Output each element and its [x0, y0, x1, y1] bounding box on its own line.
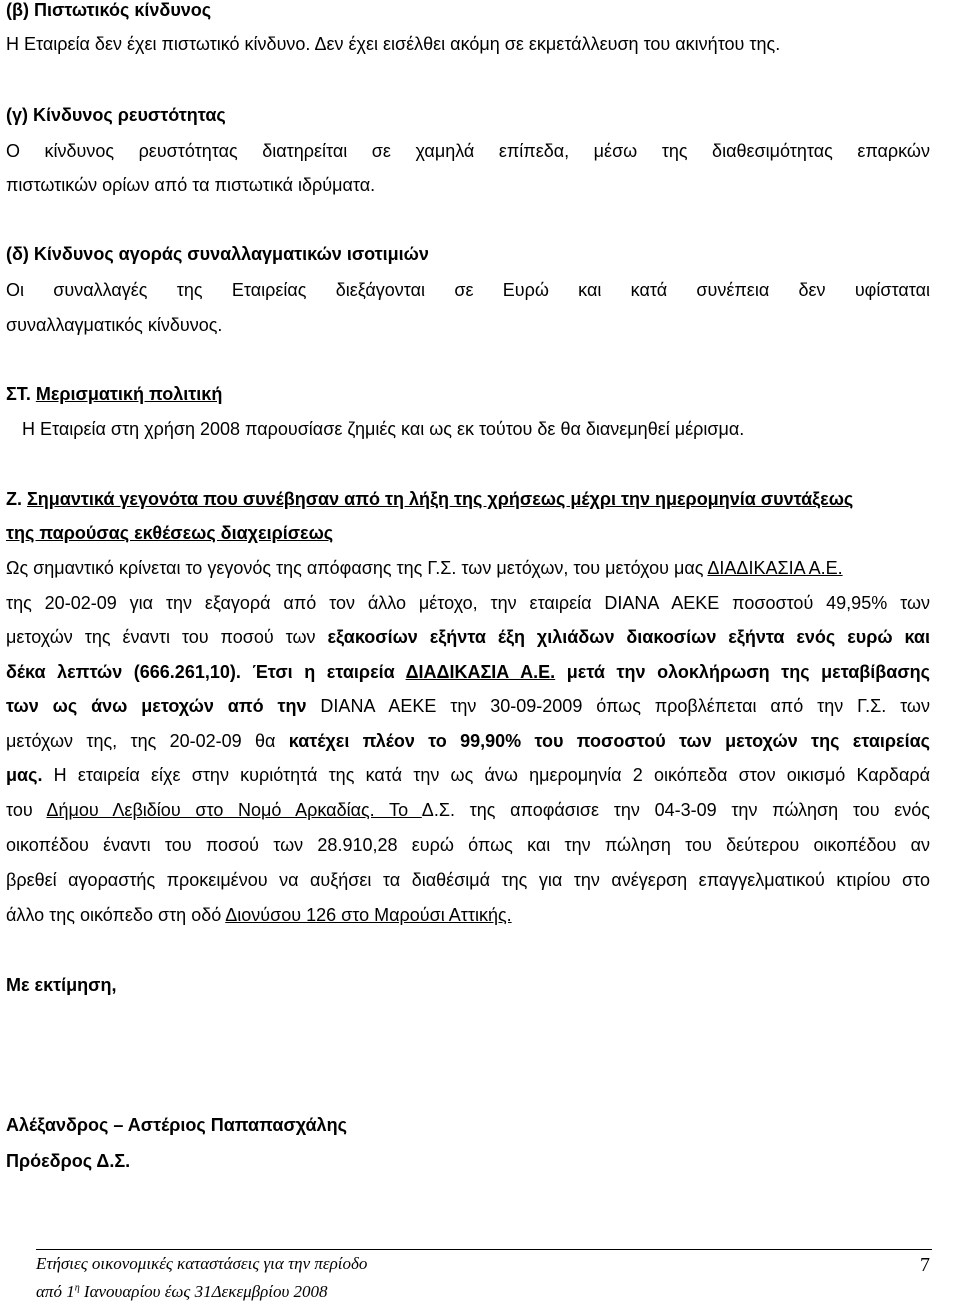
section-z-p7 [6, 763, 930, 787]
section-z-heading-line2: της παρούσας εκθέσεως διαχειρίσεως [6, 523, 334, 543]
text-span: Ως σημαντικό κρίνεται το γεγονός της απόφασης της Γ.Σ. των μετόχων, του μετόχου μας [6, 558, 708, 578]
text-span: μετόχων της, της 20-02-09 θα [6, 731, 289, 751]
section-b-heading: (β) Πιστωτικός κίνδυνος [6, 0, 212, 20]
section-d-heading: (δ) Κίνδυνος αγοράς συναλλαγματικών ισοτιμιών [6, 244, 429, 264]
section-z-p2: της 20-02-09 για την εξαγορά από τον άλλο μέτοχο, την εταιρεία DIANA ΑΕΚΕ ποσοστού 49,95% των [6, 593, 930, 613]
text-span: από 1 [36, 1282, 75, 1301]
section-z-p6 [6, 729, 930, 753]
company-name: ΔΙΑΔΙΚΑΣΙΑ Α.Ε. [707, 558, 843, 578]
bold-span: εξακοσίων εξήντα έξη χιλιάδων διακοσίων εξήντα ενός ευρώ και [327, 627, 930, 647]
section-z-p3 [6, 625, 930, 649]
text-span: του [6, 800, 47, 820]
section-d-line1: Οι συναλλαγές της Εταιρείας διεξάγονται σε Ευρώ και κατά συνέπεια δεν υφίσταται [6, 280, 930, 300]
underlined-span: Δήμου Λεβιδίου στο Νομό Αρκαδίας. Το [46, 800, 422, 820]
text-span: άλλο της οικόπεδο στη οδό [6, 905, 226, 925]
section-b-text: Η Εταιρεία δεν έχει πιστωτικό κίνδυνο. Δεν έχει εισέλθει ακόμη σε εκμετάλλευση του ακινήτου της. [6, 34, 781, 54]
bold-span: δέκα λεπτών (666.261,10). Έτσι η εταιρεία [6, 662, 406, 682]
signatory-title: Πρόεδρος Δ.Σ. [6, 1151, 131, 1171]
section-c-line1: Ο κίνδυνος ρευστότητας διατηρείται σε χαμηλά επίπεδα, μέσω της διαθεσιμότητας επαρκών [6, 141, 930, 161]
section-z-p9: οικοπέδου έναντι του ποσού των 28.910,28 ευρώ όπως και την πώληση του δεύτερου οικοπέδου αν [6, 835, 930, 855]
bold-span: μας. [6, 765, 43, 785]
company-name: ΔΙΑΔΙΚΑΣΙΑ Α.Ε. [405, 662, 556, 682]
page-number: 7 [920, 1254, 930, 1276]
text-span: DIANA ΑΕΚΕ την 30-09-2009 όπως προβλέπεται από την Γ.Σ. των [306, 696, 930, 716]
section-z-p4 [6, 660, 930, 684]
bold-span: κατέχει πλέον το 99,90% του ποσοστού των μετοχών της εταιρείας [288, 731, 930, 751]
section-z-p1 [6, 556, 930, 580]
footer-line2 [36, 1282, 936, 1302]
section-d-line2: συναλλαγματικός κίνδυνος. [6, 315, 223, 335]
signatory-name: Αλέξανδρος – Αστέριος Παπαπασχάλης [6, 1115, 347, 1135]
section-st-text: Η Εταιρεία στη χρήση 2008 παρουσίασε ζημιές και ως εκ τούτου δε θα διανεμηθεί μέρισμα. [22, 419, 745, 439]
footer-line1: Ετήσιες οικονομικές καταστάσεις για την περίοδο [36, 1254, 368, 1273]
text-span: Η εταιρεία είχε στην κυριότητά της κατά την ως άνω ημερομηνία 2 οικόπεδα στον οικισμό Καρδαρά [42, 765, 930, 785]
superscript: η [74, 1282, 80, 1294]
text-span: Δ.Σ. της αποφάσισε την 04-3-09 την πώληση του ενός [421, 800, 930, 820]
closing-regards: Με εκτίμηση, [6, 975, 117, 995]
text-span: Ιανουαρίου έως 31Δεκεμβρίου 2008 [79, 1282, 328, 1301]
section-c-heading: (γ) Κίνδυνος ρευστότητας [6, 105, 226, 125]
underlined-span: Διονύσου 126 στο Μαρούσι Αττικής. [225, 905, 512, 925]
bold-span: των ως άνω μετοχών από την [6, 696, 307, 716]
section-st-heading: Μερισματική πολιτική [35, 384, 223, 404]
section-z-p11 [6, 903, 930, 927]
section-st-prefix: ΣΤ. [6, 384, 36, 404]
section-st-heading-row [6, 382, 930, 406]
section-z-p10: βρεθεί αγοραστής προκειμένου να αυξήσει τα διαθέσιμά της για την ανέγερση επαγγελματικού κτιρίου στο [6, 870, 930, 890]
section-z-p8 [6, 798, 930, 822]
section-c-line2: πιστωτικών ορίων από τα πιστωτικά ιδρύματα. [6, 175, 376, 195]
section-z-heading-row [6, 487, 930, 511]
bold-span: μετά την ολοκλήρωση της μεταβίβασης [555, 662, 930, 682]
footer-divider [36, 1249, 932, 1250]
section-z-p5 [6, 694, 930, 718]
section-z-heading-line1: Σημαντικά γεγονότα που συνέβησαν από τη λήξη της χρήσεως μέχρι την ημερομηνία συντάξεως [27, 489, 854, 509]
text-span: μετοχών της έναντι του ποσού των [6, 627, 328, 647]
section-z-prefix: Ζ. [6, 489, 27, 509]
